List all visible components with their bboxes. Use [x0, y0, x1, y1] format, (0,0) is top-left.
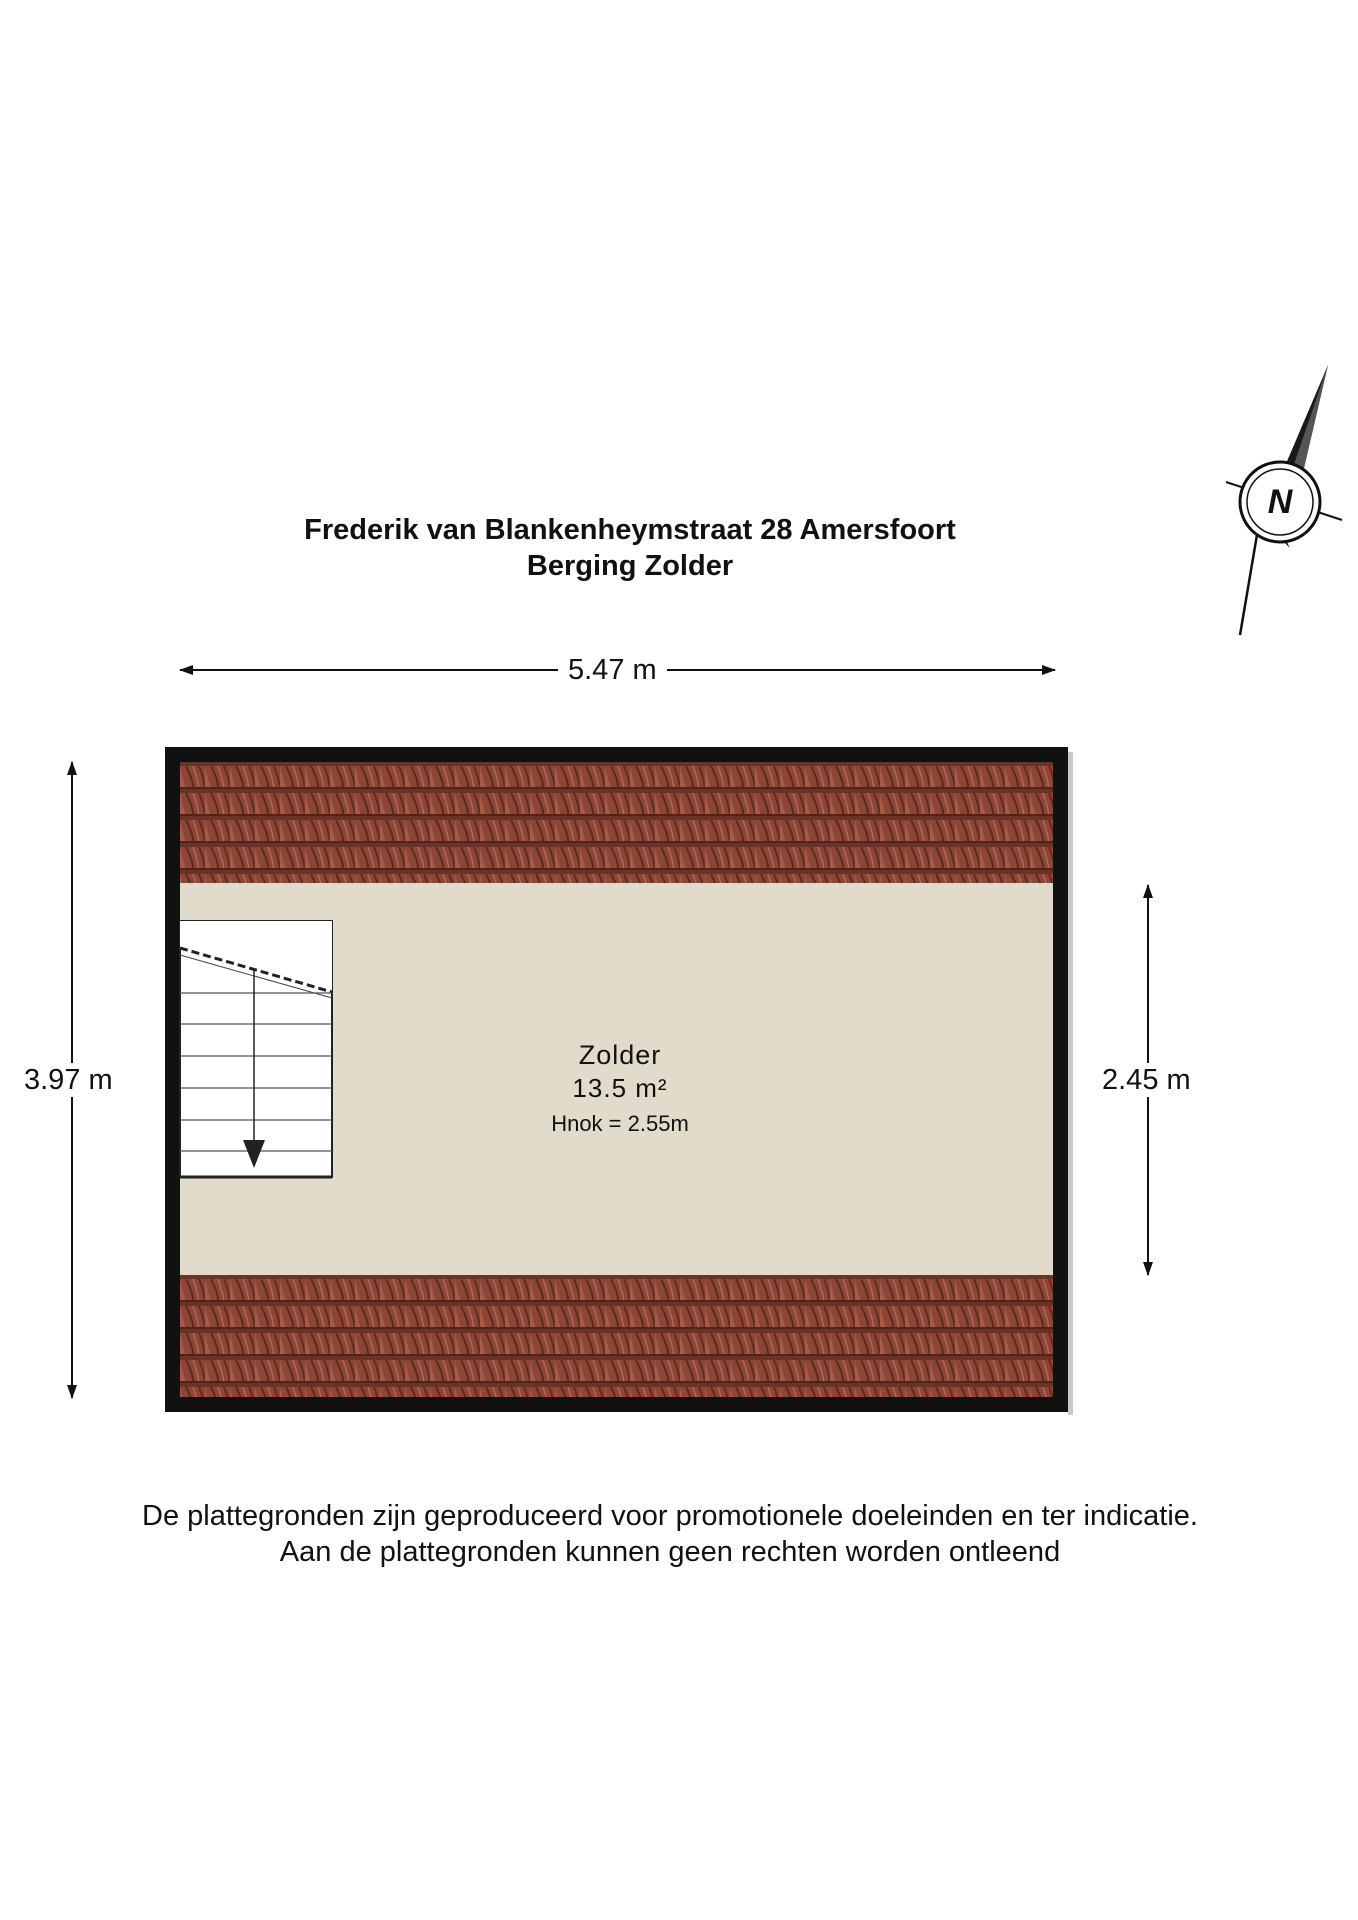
- room-area: 13.5 m²: [572, 1073, 668, 1103]
- disclaimer-line-2: Aan de plattegronden kunnen geen rechten worden ontleend: [279, 1536, 1061, 1568]
- roof-tiles-bottom: [180, 1275, 1053, 1397]
- dimension-width-label: 5.47 m: [558, 653, 667, 687]
- plan-title-address: Frederik van Blankenheymstraat 28 Amersfoort: [304, 514, 956, 546]
- roof-tiles-top: [180, 762, 1053, 883]
- compass-north-label: N: [1267, 483, 1293, 521]
- room-ridge-height: Hnok = 2.55m: [551, 1111, 689, 1136]
- wall-shadow: [1068, 752, 1073, 1415]
- room-name: Zolder: [578, 1040, 662, 1070]
- plan-title-floor: Berging Zolder: [526, 550, 734, 582]
- staircase: [180, 921, 332, 1177]
- disclaimer-line-1: De plattegronden zijn geproduceerd voor promotionele doeleinden en ter indicatie.: [142, 1500, 1198, 1532]
- dimension-room-width-label: 2.45 m: [1092, 1063, 1201, 1097]
- disclaimer: [0, 1498, 1340, 1570]
- plan-title: [0, 512, 1260, 584]
- dimension-depth-label: 3.97 m: [14, 1063, 123, 1097]
